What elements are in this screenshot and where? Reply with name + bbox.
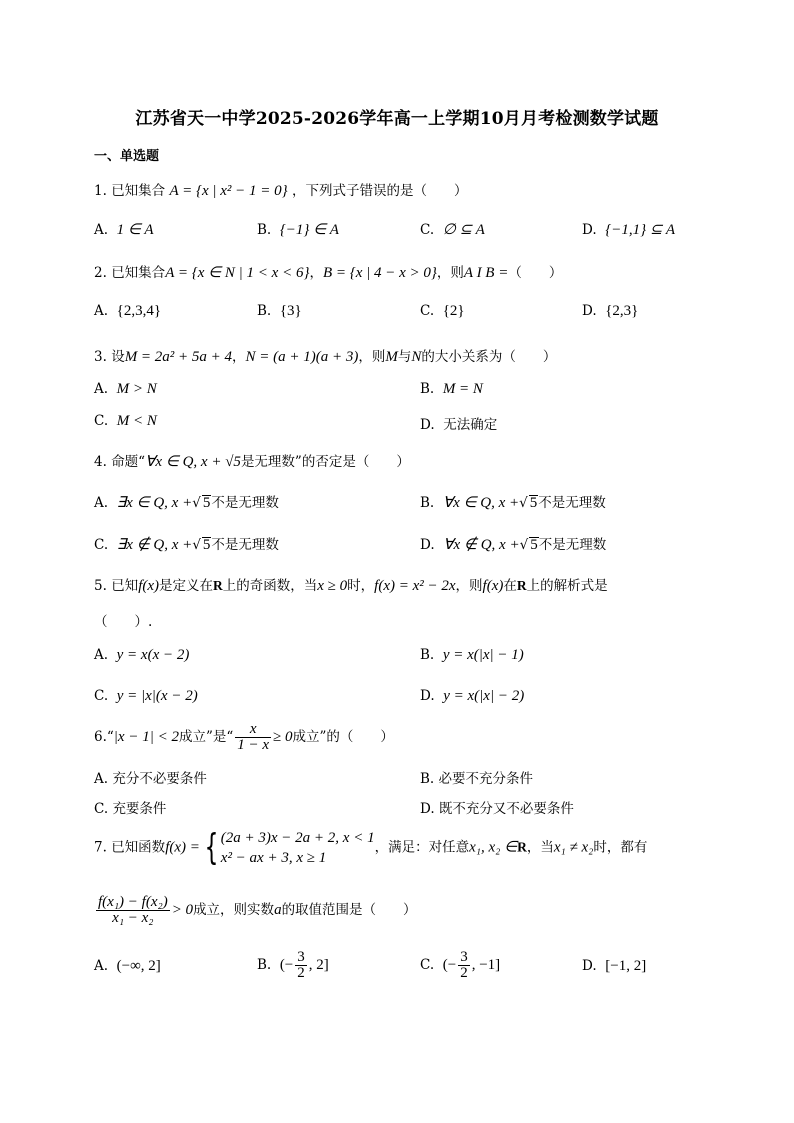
question-5-line2: （ ）. — [94, 614, 153, 630]
question-stem: 已知集合 — [111, 183, 166, 199]
option-1b: B. {−1} ∈ A — [257, 222, 339, 238]
option-4a: A. ∃x ∈ Q, x +√ 5不是无理数 — [94, 495, 279, 511]
option-4b: B. ∀x ∈ Q, x +√ 5不是无理数 — [420, 495, 606, 511]
option-1d: D. {−1,1} ⊆ A — [582, 222, 676, 238]
piecewise-cases: (2a + 3)x − 2a + 2, x < 1 x² − ax + 3, x ≥ 1 — [220, 830, 375, 866]
question-3: 3. 设M = 2a² + 5a + 4，N = (a + 1)(a + 3)，则M与N的大小关系为（ ） — [94, 349, 557, 365]
question-6: 6.“|x − 1| < 2成立”是“ $\frac{x}{1 - x}$ ≥ 0成立”的（ ） — [94, 721, 394, 753]
option-6a: A. 充分不必要条件 — [94, 771, 207, 787]
brace-icon: { — [204, 827, 219, 868]
option-6c: C. 充要条件 — [94, 801, 167, 817]
option-2c: C. {2} — [420, 303, 465, 319]
question-4: 4. 命题“∀x ∈ Q, x + √5是无理数”的否定是（ ） — [94, 454, 410, 470]
question-stem: ，下列式子错误的是（ ） — [291, 183, 468, 199]
option-2a: A. {2,3,4} — [94, 303, 162, 319]
question-7: 7. 已知函数f(x) = { (2a + 3)x − 2a + 2, x < 1 x² − ax + 3, x ≥ 1 ，满足：对任意x₁, x₂ ∈R，当x₁ ≠ x₂时，都有 — [94, 827, 648, 868]
option-5a: A. y = x(x − 2) — [94, 647, 190, 663]
option-1a: A. 1 ∈ A — [94, 222, 154, 238]
option-3c: C. M < N — [94, 413, 157, 429]
option-7c: C. (− $\frac{3}{2}$ , −1] — [420, 949, 501, 981]
option-5c: C. y = |x|(x − 2) — [94, 688, 198, 704]
page-title: 江苏省天一中学2025-2026学年高一上学期10月月考检测数学试题 — [135, 109, 659, 129]
option-6d: D. 既不充分又不必要条件 — [420, 801, 574, 817]
option-4d: D. ∀x ∉ Q, x +√ 5不是无理数 — [420, 537, 607, 553]
option-5b: B. y = x(|x| − 1) — [420, 647, 524, 663]
option-7b: B. (− $\frac{3}{2}$ , 2] — [257, 949, 329, 981]
option-7a: A. (−∞, 2] — [94, 958, 161, 974]
option-4c: C. ∃x ∉ Q, x +√ 5不是无理数 — [94, 537, 279, 553]
section-heading: 一、单选题 — [94, 149, 160, 164]
option-3d: D. 无法确定 — [420, 417, 498, 433]
option-7d: D. [−1, 2] — [582, 958, 647, 974]
question-2: 2. 已知集合A = {x ∈ N | 1 < x < 6}，B = {x | 4 − x > 0}，则A I B =（ ） — [94, 265, 563, 281]
question-math: A = {x | x² − 1 = 0} — [169, 183, 288, 199]
question-5: 5. 已知f(x)是定义在R上的奇函数，当x ≥ 0时，f(x) = x² − 2x，则f(x)在R上的解析式是 — [94, 578, 608, 594]
question-7-line2: $\frac{\text{f(x₁) − f(x₂)}}{\text{x₁ − x₂}}$ > 0成立，则实数a的取值范围是（ ） — [98, 894, 417, 926]
question-number: 1. — [94, 183, 107, 199]
option-2d: D. {2,3} — [582, 303, 639, 319]
option-2b: B. {3} — [257, 303, 302, 319]
option-6b: B. 必要不充分条件 — [420, 771, 534, 787]
question-1 — [94, 179, 467, 200]
option-5d: D. y = x(|x| − 2) — [420, 688, 525, 704]
option-3a: A. M > N — [94, 381, 157, 397]
option-1c: C. ∅ ⊆ A — [420, 222, 485, 238]
option-3b: B. M = N — [420, 381, 483, 397]
